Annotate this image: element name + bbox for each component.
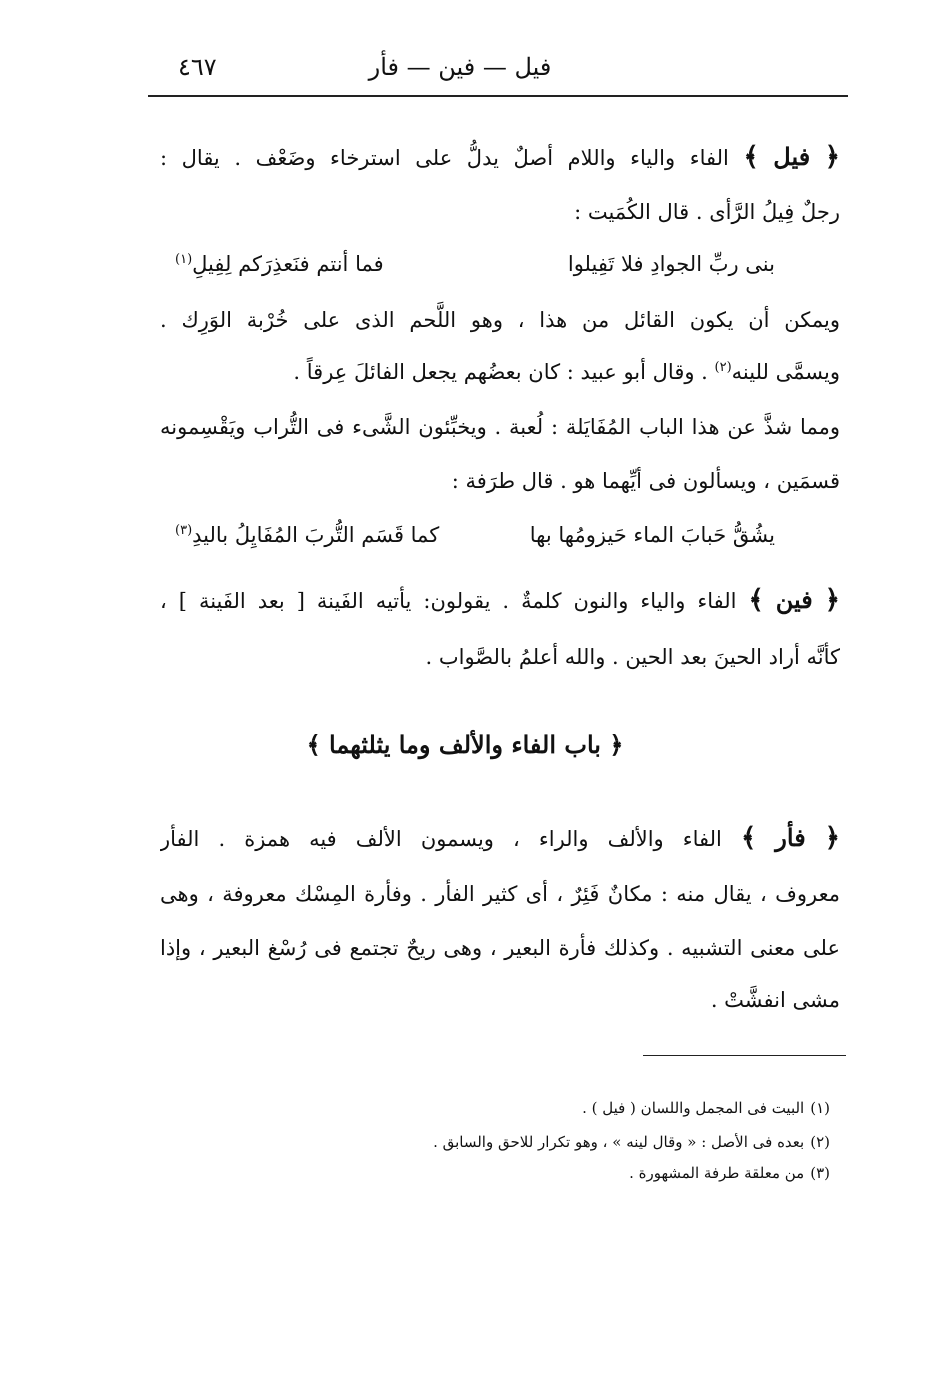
entry-far-line-3: على معنى التشبيه . وكذلك فأرة البعير ، وهى ريحٌ تجتمع فى رُسْغ البعير ، وإذا	[160, 936, 840, 960]
ornate-bracket-close: ﴾	[740, 823, 757, 853]
footnote-ref-2: (٢)	[714, 360, 732, 375]
footnote-rule	[643, 1055, 846, 1056]
entry-headword: فيل	[773, 142, 811, 171]
page-number: ٤٦٧	[178, 53, 217, 81]
footnote-3	[300, 1159, 830, 1187]
entry-fil-line-4: ويمكن أن يكون القائل من هذا ، وهو اللَّحم الذى على خُرْبة الوَرِك .	[160, 308, 840, 332]
entry-text: الفاء والألف والراء ، ويسمون الألف فيه همزة . الفأر	[160, 827, 722, 851]
entry-text: الفاء والياء واللام أصلٌ يدلُّ على استرخاء وضَعْف . يقال :	[160, 146, 729, 170]
entry-fil-line-6: ومما شذَّ عن هذا الباب المُفَايَلة : لُعبة . ويخبِّئون الشَّىء فى التُّراب ويَقْسِمونه	[160, 415, 840, 439]
entry-fil-line-1	[160, 137, 840, 177]
entry-fil-line-5	[160, 352, 840, 392]
ornate-bracket-open: ﴿	[824, 142, 840, 172]
footnote-number: (٣)	[810, 1164, 830, 1182]
footnote-text: بعده فى الأصل : « وقال لينه » ، وهو تكرار للاحق والسابق .	[433, 1133, 805, 1151]
verse-2-first-hemistich: يشُقُّ حَبابَ الماء حَيزومُها بها	[529, 523, 775, 547]
entry-far-line-4: مشى انفشَّتْ .	[710, 988, 840, 1012]
running-title: فيل — فين — فأر	[368, 53, 552, 81]
entry-fin-line-1	[160, 580, 840, 620]
footnote-1	[300, 1094, 830, 1122]
verse-1-text: فما أنتم فنَعذِرَكم لِفِيلِ	[192, 252, 384, 276]
entry-fil-line-7: قسمَين ، ويسألون فى أيِّهما هو . قال طرَفة :	[451, 469, 840, 493]
chapter-heading: ﴿ باب الفاء والألف وما يثلثهما ﴾	[306, 730, 624, 759]
ornate-bracket-open: ﴿	[824, 585, 840, 615]
entry-headword: فين	[775, 585, 813, 614]
entry-headword: فأر	[775, 823, 806, 852]
footnote-text: من معلقة طرفة المشهورة .	[629, 1164, 805, 1182]
footnote-ref-3: (٣)	[175, 523, 193, 538]
verse-2	[175, 515, 775, 555]
verse-1	[175, 244, 775, 284]
footnote-number: (١)	[810, 1099, 830, 1117]
verse-2-text: كما قَسَم التُّربَ المُفَايِلُ باليدِ	[192, 523, 440, 547]
footnote-ref-1: (١)	[175, 252, 193, 267]
footnote-2	[300, 1128, 830, 1156]
entry-far-line-2: معروف ، يقال منه : مكانٌ فَئِرٌ ، أى كثير الفأر . وفأرة المِسْك معروفة ، وهى	[160, 882, 840, 906]
verse-1-first-hemistich: بنى ربِّ الجوادِ فلا تَفِيلوا	[567, 252, 775, 276]
entry-far-line-1	[160, 818, 840, 858]
ornate-bracket-open: ﴿	[824, 823, 840, 853]
entry-fil-line-2: رجلٌ فِيلُ الرَّأى . قال الكُمَيت :	[574, 200, 840, 224]
header-rule	[148, 95, 848, 97]
ornate-bracket-close: ﴾	[748, 585, 764, 615]
verse-1-second-hemistich	[175, 244, 384, 284]
ornate-bracket-close: ﴾	[743, 142, 759, 172]
footnote-text: البيت فى المجمل واللسان ( فيل ) .	[582, 1099, 805, 1117]
line-text: ويسمَّى للينه	[731, 360, 840, 384]
entry-fin-line-2: كأنَّه أراد الحينَ بعد الحين . والله أعلمُ بالصَّواب .	[425, 645, 840, 669]
footnote-number: (٢)	[810, 1133, 830, 1151]
entry-text: الفاء والياء والنون كلمةٌ . يقولون: يأتيه الفَينة [ بعد الفَينة ] ،	[160, 589, 737, 613]
line-text: . وقال أبو عبيد : كان بعضُهم يجعل الفائلَ عِرقاً .	[293, 360, 708, 384]
verse-2-second-hemistich	[175, 515, 439, 555]
